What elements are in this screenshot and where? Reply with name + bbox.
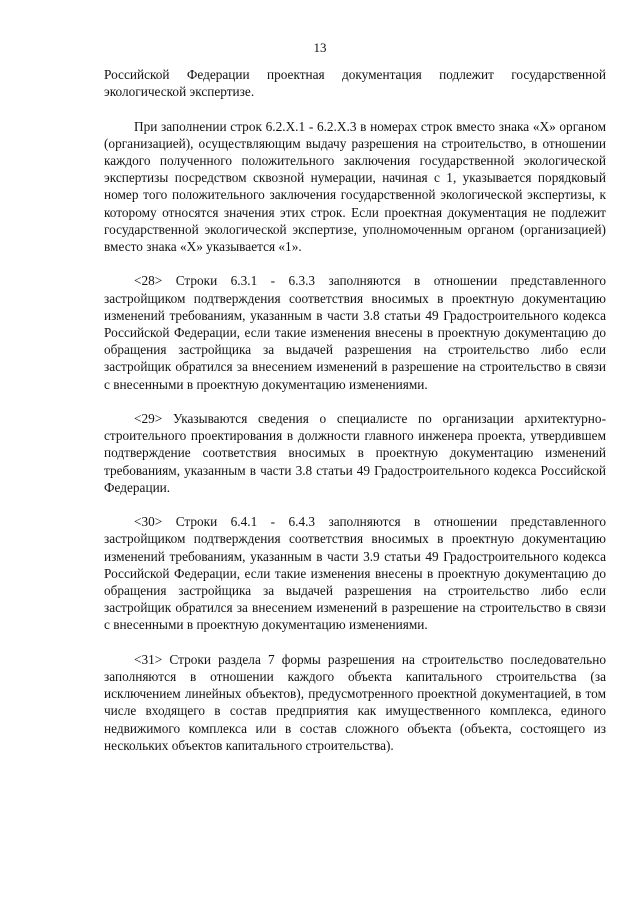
footnote-29: <29> Указываются сведения о специалисте по организации архитектурно-строительного проектирования в должности главного инженера проекта, утвердившем подтверждение соответствия вносимых в проектную документацию изменений требованиям, указанным в части 3.8 статьи 49 Градостроительного кодекса Российской Федерации. (104, 411, 606, 495)
paragraph-ecological-expertise-continuation: Российской Федерации проектная документация подлежит государственной экологической экспертизе. (104, 67, 606, 100)
footnote-28: <28> Строки 6.3.1 - 6.3.3 заполняются в отношении представленного застройщиком подтверждения соответствия вносимых в проектную документацию изменений требованиям, указанным в части 3.8 статьи 49 Градостроительного кодекса Российской Федерации, если такие изменения внесены в проектную документацию до обращения застройщика за выдачей разрешения на строительство либо если застройщик обратился за внесением изменений в разрешение на строительство в связи с внесенными в проектную документацию изменениями. (104, 273, 606, 392)
document-body (104, 66, 606, 771)
paragraph-rows-6-2-x: При заполнении строк 6.2.X.1 - 6.2.X.3 в номерах строк вместо знака «X» органом (организацией), осуществляющим выдачу разрешения на строительство, в отношении каждого полученного положительного заключения государственной экологической экспертизы посредством сквозной нумерации, начиная с 1, указывается порядковый номер того положительного заключения государственной экологической экспертизы, к которому относятся значения этих строк. Если проектная документация не подлежит государственной экологической экспертизе, уполномоченным органом (организацией) вместо знака «X» указывается «1». (104, 118, 606, 255)
footnote-31: <31> Строки раздела 7 формы разрешения на строительство последовательно заполняются в отношении каждого объекта капитального строительства (за исключением линейных объектов), предусмотренного проектной документацией, в том числе входящего в состав предприятия как имущественного комплекса, единого недвижимого комплекса или в состав сложного объекта (объекта, состоящего из нескольких объектов капитального строительства). (104, 651, 606, 753)
footnote-30: <30> Строки 6.4.1 - 6.4.3 заполняются в отношении представленного застройщиком подтверждения соответствия вносимых в проектную документацию изменений требованиям, указанным в части 3.9 статьи 49 Градостроительного кодекса Российской Федерации, если такие изменения внесены в проектную документацию до обращения застройщика за выдачей разрешения на строительство либо если застройщик обратился за внесением изменений в разрешение на строительство в связи с внесенными в проектную документацию изменениями. (104, 514, 606, 633)
page-number: 13 (313, 40, 327, 55)
